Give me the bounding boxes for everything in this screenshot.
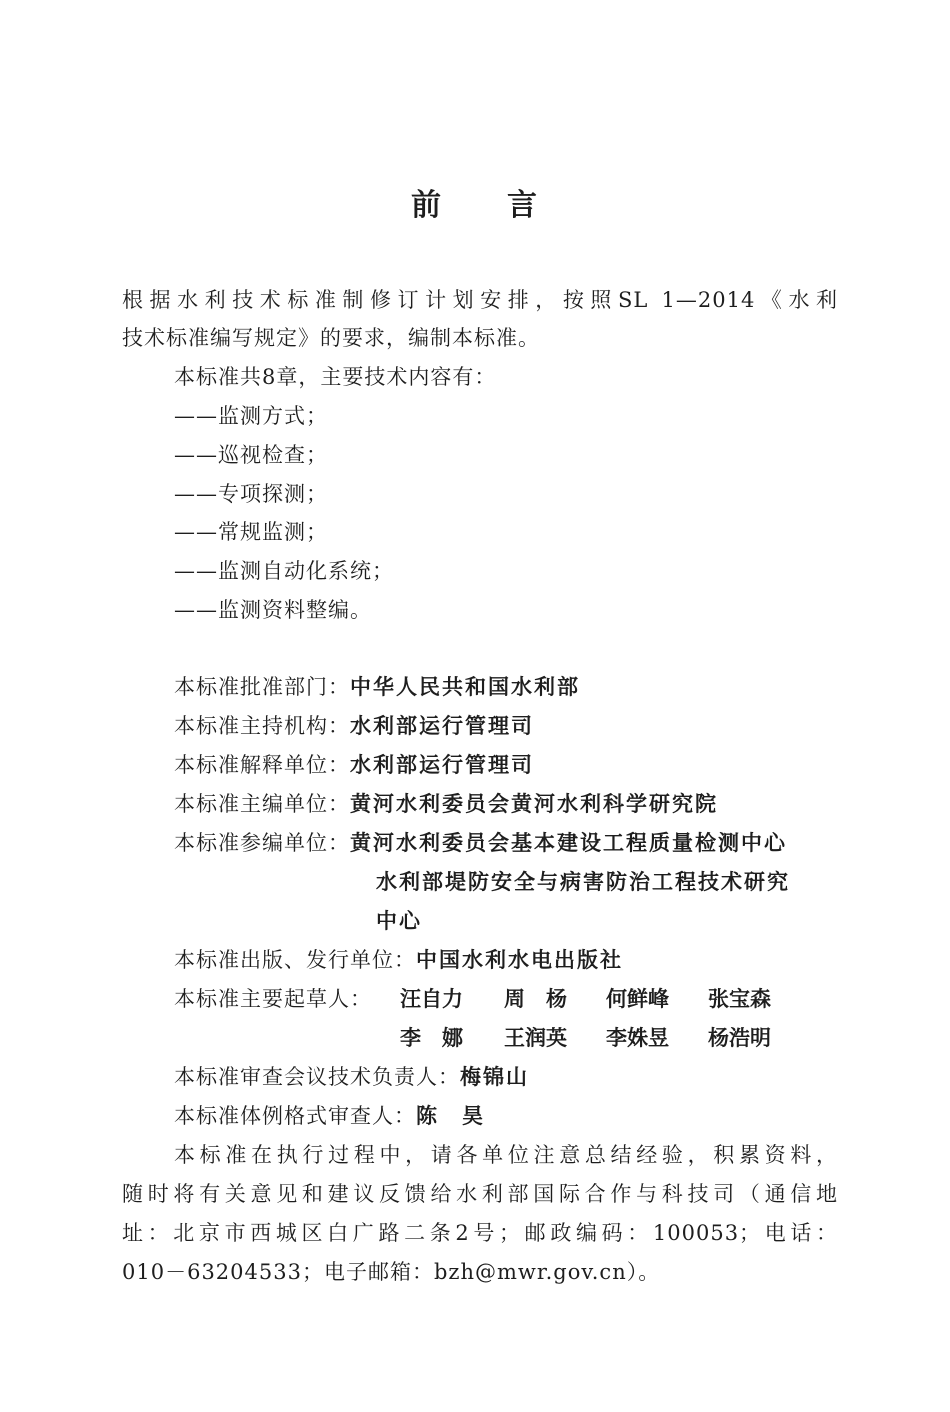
chief-row	[174, 790, 718, 818]
title-char-1: 前	[411, 188, 443, 223]
participate-value: 黄河水利委员会基本建设工程质量检测中心	[350, 831, 787, 855]
review-value: 梅锦山	[460, 1065, 529, 1089]
contents-item: ——监测自动化系统；	[174, 559, 394, 583]
drafters-label: 本标准主要起草人：	[174, 987, 372, 1011]
participate-row	[174, 829, 787, 857]
closing-line-4: 010－63204533；电子邮箱：bzh@mwr.gov.cn）。	[122, 1260, 661, 1284]
intro-line-3: 本标准共8章，主要技术内容有：	[174, 365, 497, 389]
host-value: 水利部运行管理司	[350, 714, 534, 738]
closing-line-1: 本标准在执行过程中，请各单位注意总结经验，积累资料，	[174, 1143, 838, 1167]
interpret-row	[174, 751, 534, 779]
format-value: 陈 昊	[416, 1104, 485, 1128]
drafter-name: 李 娜	[400, 1026, 463, 1050]
contents-item: ——巡视检查；	[174, 443, 328, 467]
title-char-2: 言	[507, 188, 539, 223]
contents-item: ——专项探测；	[174, 482, 328, 506]
host-label: 本标准主持机构：	[174, 714, 350, 738]
closing-line-2: 随时将有关意见和建议反馈给水利部国际合作与科技司（通信地	[122, 1182, 838, 1206]
publish-label: 本标准出版、发行单位：	[174, 948, 416, 972]
chief-value: 黄河水利委员会黄河水利科学研究院	[350, 792, 718, 816]
publish-row	[174, 946, 623, 974]
review-label: 本标准审查会议技术负责人：	[174, 1065, 460, 1089]
host-row	[174, 712, 534, 740]
publish-value: 中国水利水电出版社	[416, 948, 623, 972]
interpret-label: 本标准解释单位：	[174, 753, 350, 777]
drafter-name: 张宝森	[708, 987, 771, 1011]
contents-item: ——监测资料整编。	[174, 598, 372, 622]
drafter-name: 李姝昱	[606, 1026, 669, 1050]
participate-value-cont: 水利部堤防安全与病害防治工程技术研究	[376, 870, 790, 894]
drafter-name: 杨浩明	[708, 1026, 771, 1050]
review-row	[174, 1063, 529, 1091]
intro-line-2: 技术标准编写规定》的要求，编制本标准。	[122, 326, 540, 350]
approve-row	[174, 673, 580, 701]
drafter-name: 周 杨	[504, 987, 567, 1011]
drafter-name: 何鲜峰	[606, 987, 669, 1011]
drafter-name: 王润英	[504, 1026, 567, 1050]
closing-line-3: 址：北京市西城区白广路二条2号；邮政编码：100053；电话：	[122, 1221, 838, 1245]
intro-line-1: 根据水利技术标准制修订计划安排，按照SL 1—2014《水利	[122, 288, 838, 312]
contents-item: ——常规监测；	[174, 520, 328, 544]
participate-label: 本标准参编单位：	[174, 831, 350, 855]
approve-label: 本标准批准部门：	[174, 675, 350, 699]
contents-item: ——监测方式；	[174, 404, 328, 428]
format-label: 本标准体例格式审查人：	[174, 1104, 416, 1128]
interpret-value: 水利部运行管理司	[350, 753, 534, 777]
approve-value: 中华人民共和国水利部	[350, 675, 580, 699]
chief-label: 本标准主编单位：	[174, 792, 350, 816]
format-row	[174, 1102, 485, 1130]
page-title	[0, 180, 950, 224]
drafter-name: 汪自力	[400, 987, 463, 1011]
participate-value-cont: 中心	[376, 909, 422, 933]
